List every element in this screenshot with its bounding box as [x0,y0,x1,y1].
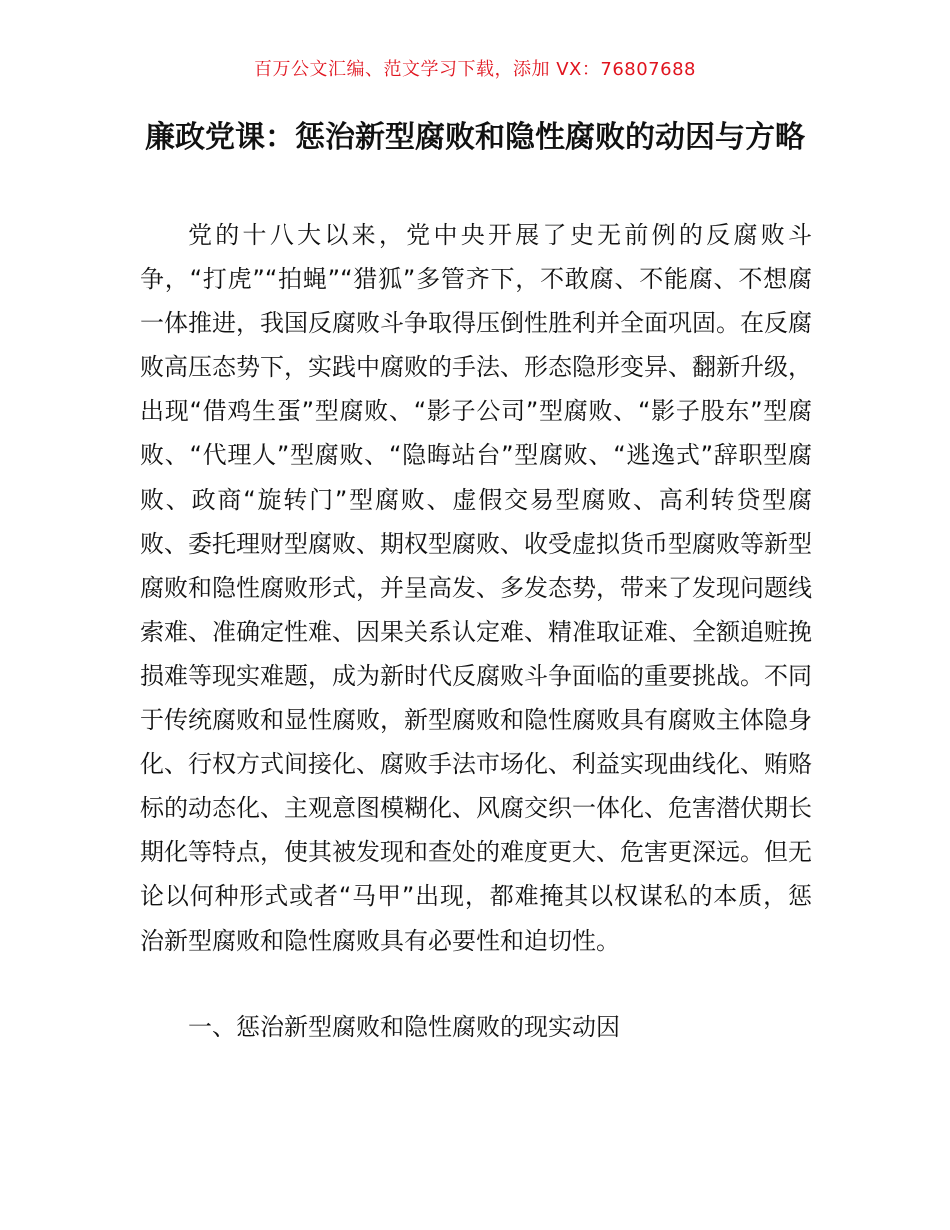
document-title: 廉政党课：惩治新型腐败和隐性腐败的动因与方略 [145,120,805,155]
promo-banner: 百万公文汇编、范文学习下载，添加 VX：76807688 [254,59,696,80]
intro-paragraph: 党的十八大以来，党中央开展了史无前例的反腐败斗争，“打虎”“拍蝇”“猎狐”多管齐下，不敢腐、不能腐、不想腐一体推进，我国反腐败斗争取得压倒性胜利并全面巩固。在反腐败高压态势下，实践中腐败的手法、形态隐形变异、翻新升级，出现“借鸡生蛋”型腐败、“影子公司”型腐败、“影子股东”型腐败、“代理人”型腐败、“隐晦站台”型腐败、“逃逸式”辞职型腐败、政商“旋转门”型腐败、虚假交易型腐败、高利转贷型腐败、委托理财型腐败、期权型腐败、收受虚拟货币型腐败等新型腐败和隐性腐败形式，并呈高发、多发态势，带来了发现问题线索难、准确定性难、因果关系认定难、精准取证难、全额追赃挽损难等现实难题，成为新时代反腐败斗争面临的重要挑战。不同于传统腐败和显性腐败，新型腐败和隐性腐败具有腐败主体隐身化、行权方式间接化、腐败手法市场化、利益实现曲线化、贿赂标的动态化、主观意图模糊化、风腐交织一体化、危害潜伏期长期化等特点，使其被发现和查处的难度更大、危害更深远。但无论以何种形式或者“马甲”出现，都难掩其以权谋私的本质，惩治新型腐败和隐性腐败具有必要性和迫切性。 [140,221,812,955]
section-heading: 一、惩治新型腐败和隐性腐败的现实动因 [188,1013,620,1041]
